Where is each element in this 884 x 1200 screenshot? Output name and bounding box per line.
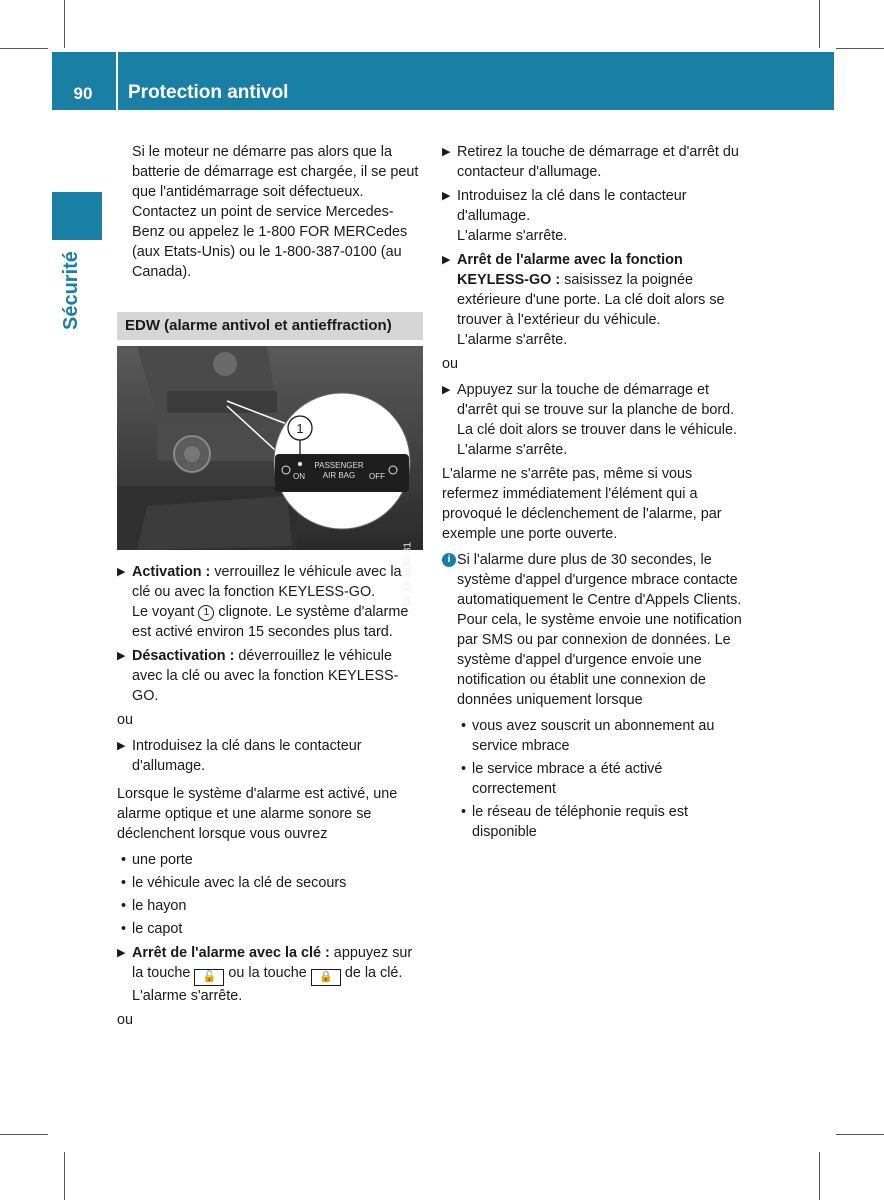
figure-airbag-label: AIR BAG [322, 471, 356, 480]
intro-paragraph: Si le moteur ne démarre pas alors que la batterie de démarrage est chargée, il se peut que l'antidémarrage soit défectueux. Contactez un point de service Mercedes-Benz ou appelez le 1-800 FOR MERCedes (aux Etats-Unis) ou le 1-800-387-0100 (au Canada). [132, 144, 419, 280]
stop-key-label: Arrêt de l'alarme avec la clé : [132, 945, 330, 961]
step-press-button: ▶ Appuyez sur la touche de démarrage et d'arrêt qui se trouve sur la planche de bord. La clé doit alors se trouver dans le véhicule. L'alarme s'arrête. [442, 382, 737, 458]
header-divider [116, 52, 118, 110]
insert-key-text: Introduisez la clé dans le contacteur d'allumage. [132, 738, 362, 774]
step-arrow-icon: ▶ [442, 254, 451, 266]
lock-key-icon: 🔒 [311, 969, 341, 986]
deactivation-text: déverrouillez le véhicule avec la clé ou avec la fonction KEYLESS-GO. [132, 648, 399, 704]
alarm-stops-text: L'alarme s'arrête. [132, 988, 243, 1004]
alarm-stops-text: L'alarme s'arrête. [457, 332, 568, 348]
step-arrow-icon: ▶ [442, 190, 451, 202]
step-arrow-icon: ▶ [442, 384, 451, 396]
page-title: Protection antivol [128, 82, 289, 103]
alarm-intro: Lorsque le système d'alarme est activé, une alarme optique et une alarme sonore se déclenchent lorsque vous ouvrez [117, 786, 398, 842]
list-item: • le capot [121, 921, 183, 937]
list-item: • le hayon [121, 898, 187, 914]
info-text: Si l'alarme dure plus de 30 secondes, le système d'appel d'urgence mbrace contacte automatiquement le Centre d'Appels Clients. Pour cela, le système envoie une notification par SMS ou par connexion de données. Le système d'appel d'urgence envoie une notification ou établit une connexion de données uniquement lorsque [457, 552, 742, 708]
figure-on-label: ON [293, 472, 305, 481]
step-deactivation [117, 646, 423, 706]
crop-mark [64, 1152, 65, 1200]
figure-passenger-label: PASSENGER [314, 461, 364, 470]
page-number: 90 [73, 84, 93, 103]
step-arrow-icon: ▶ [117, 566, 126, 578]
step-arrow-icon: ▶ [117, 740, 126, 752]
figure-off-label: OFF [369, 472, 385, 481]
section-title: EDW (alarme antivol et antieffraction) [117, 312, 423, 340]
list-item: • le véhicule avec la clé de secours [121, 875, 347, 891]
unlock-key-icon: 🔓 [194, 969, 224, 986]
dashboard-illustration [117, 346, 423, 550]
or-text: ou [117, 712, 134, 728]
activation-label: Activation : [132, 564, 211, 580]
keyless-label: Arrêt de l'alarme avec la fonction KEYLESS-GO : [457, 252, 683, 288]
list-item: • une porte [121, 852, 193, 868]
step-keyless: ▶ Arrêt de l'alarme avec la fonction KEYLESS-GO : saisissez la poignée extérieure d'une porte. La clé doit alors se trouver à l'extérieur du véhicule. L'alarme s'arrête. [442, 252, 725, 348]
step-arrow-icon: ▶ [117, 650, 126, 662]
no-stop-paragraph: L'alarme ne s'arrête pas, même si vous refermez immédiatement l'élément qui a provoqué le déclenchement de l'alarme, par exemple une porte ouverte. [442, 466, 722, 542]
alarm-stops-text: L'alarme s'arrête. [457, 442, 568, 458]
info-icon: i [442, 553, 456, 567]
step-insert-key [117, 736, 423, 776]
alarm-stops-text: L'alarme s'arrête. [457, 228, 568, 244]
right-column [442, 142, 750, 845]
crop-mark [64, 0, 65, 48]
step-insert-key: ▶ Introduisez la clé dans le contacteur d'allumage. L'alarme s'arrête. [442, 188, 687, 244]
crop-mark [0, 48, 48, 49]
step-arrow-icon: ▶ [442, 146, 451, 158]
list-item: • le réseau de téléphonie requis est disponible [461, 804, 689, 840]
step-activation [117, 562, 423, 642]
list-item: • vous avez souscrit un abonnement au service mbrace [461, 718, 715, 754]
step-arrow-icon: ▶ [117, 947, 126, 959]
crop-mark [836, 48, 884, 49]
crop-mark [819, 0, 820, 48]
or-text: ou [117, 1012, 134, 1028]
deactivation-label: Désactivation : [132, 648, 235, 664]
side-tab [52, 192, 102, 240]
side-label: Sécurité [60, 251, 82, 330]
crop-mark [836, 1134, 884, 1135]
or-text: ou [442, 356, 459, 372]
indicator-callout: 1 [198, 605, 214, 621]
figure-callout: 1 [296, 421, 304, 436]
activation-text: verrouillez le véhicule avec la clé ou avec la fonction KEYLESS-GO. [132, 564, 402, 600]
activation-note-a: Le voyant [132, 604, 199, 620]
crop-mark [819, 1152, 820, 1200]
left-column [117, 142, 423, 1036]
crop-mark [0, 1134, 48, 1135]
figure-code: P54.33-3834-31 [403, 542, 414, 614]
list-item: • le service mbrace a été activé correctement [461, 761, 663, 797]
step-stop-key: ▶ Arrêt de l'alarme avec la clé : appuyez sur la touche 🔓 ou la touche 🔒 de la clé. L'alarme s'arrête. [117, 945, 413, 1004]
info-note [442, 550, 750, 710]
step-remove-key: ▶ Retirez la touche de démarrage et d'arrêt du contacteur d'allumage. [442, 144, 739, 180]
activation-note-b: clignote. Le système d'alarme est activé environ 15 secondes plus tard. [132, 604, 409, 640]
